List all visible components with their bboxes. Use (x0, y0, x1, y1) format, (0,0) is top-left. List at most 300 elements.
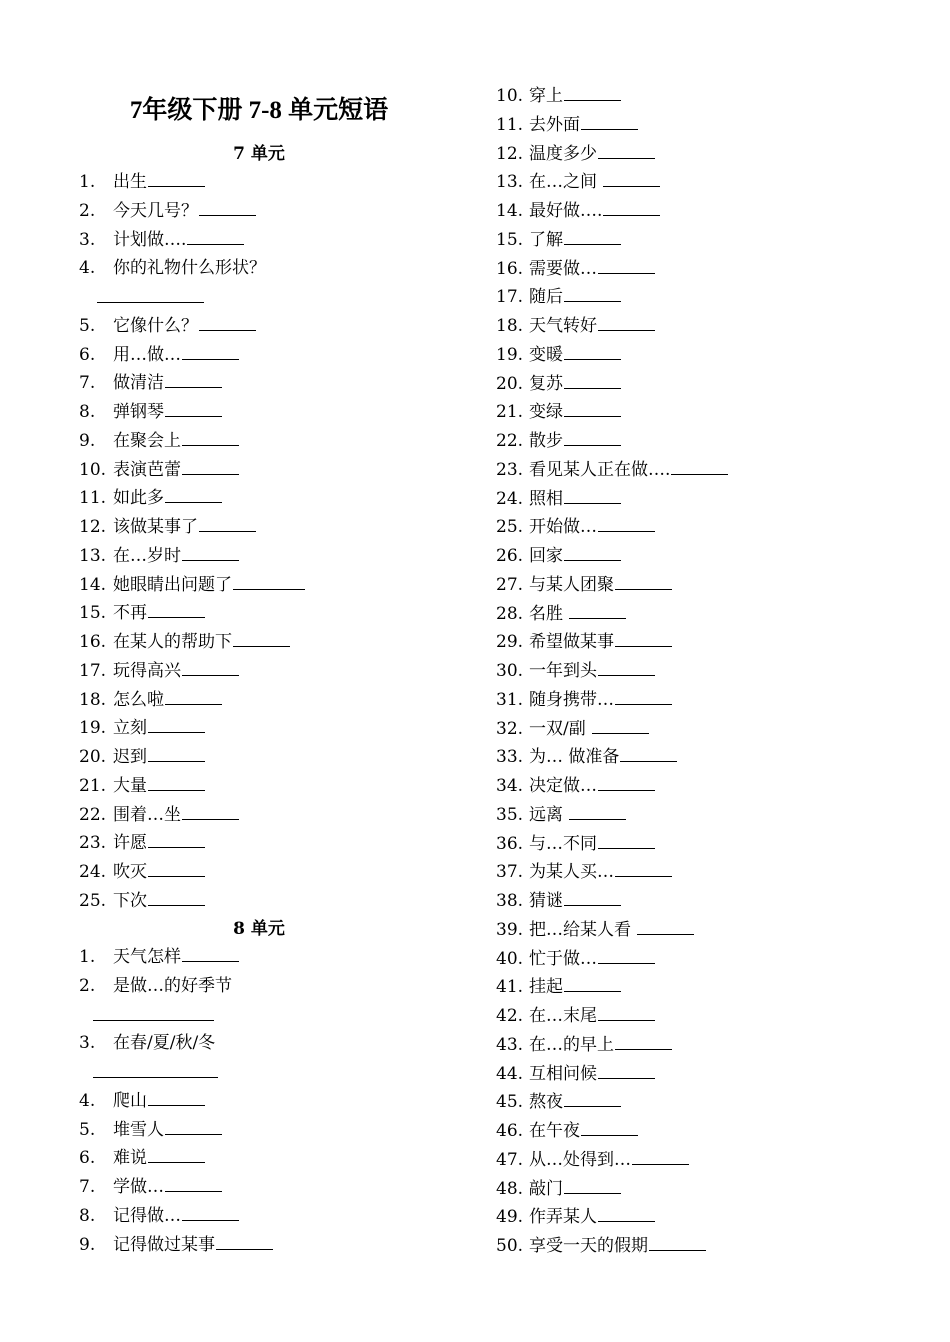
answer-blank[interactable] (148, 858, 205, 877)
list-item (496, 1117, 638, 1146)
answer-blank[interactable] (620, 743, 677, 762)
item-text: 计划做…. (113, 229, 187, 250)
list-item (79, 168, 205, 197)
item-number: 11. (79, 488, 107, 509)
item-number: 45. (496, 1092, 524, 1113)
list-item (496, 772, 655, 801)
item-text: 天气转好 (529, 316, 597, 336)
answer-blank[interactable] (564, 226, 621, 245)
list-item (496, 1175, 621, 1204)
answer-blank[interactable] (615, 1031, 672, 1050)
list-item (79, 456, 239, 485)
list-item (496, 283, 621, 312)
item-text: 在午夜 (529, 1121, 580, 1141)
list-item (496, 312, 655, 341)
answer-blank[interactable] (165, 1173, 222, 1192)
list-item (496, 945, 655, 974)
answer-blank[interactable] (598, 255, 655, 274)
list-item (496, 370, 621, 399)
item-number: 2. (79, 975, 96, 996)
item-number: 3. (79, 229, 96, 250)
item-text: 复苏 (529, 373, 563, 394)
answer-blank[interactable] (165, 1116, 222, 1135)
item-text: 做清洁 (113, 373, 164, 394)
answer-blank[interactable] (637, 916, 694, 935)
list-item (496, 830, 655, 859)
list-item (79, 599, 205, 628)
list-item (496, 571, 672, 600)
list-item (496, 341, 621, 370)
item-text: 变暖 (529, 344, 563, 365)
answer-blank[interactable] (148, 168, 205, 187)
item-text: 散步 (529, 431, 563, 451)
answer-blank[interactable] (148, 714, 205, 733)
item-number: 1. (79, 172, 96, 192)
list-item (496, 628, 672, 657)
list-item (79, 398, 222, 427)
item-number: 34. (496, 776, 524, 796)
answer-blank[interactable] (148, 772, 205, 791)
item-text: 最好做…. (529, 201, 603, 221)
item-text: 难说 (113, 1148, 147, 1169)
list-item (496, 485, 621, 514)
item-number: 49. (496, 1207, 524, 1228)
item-number: 44. (496, 1063, 524, 1084)
item-number: 19. (496, 344, 524, 365)
item-number: 27. (496, 574, 524, 595)
item-text: 在…岁时 (113, 545, 181, 566)
list-item (79, 1202, 239, 1231)
item-text: 一年到头 (529, 661, 597, 681)
list-item (496, 1088, 621, 1117)
item-text: 表演芭蕾 (113, 459, 181, 480)
item-number: 30. (496, 661, 524, 681)
item-number: 50. (496, 1236, 524, 1256)
list-item (79, 1116, 222, 1145)
item-text: 远离 (529, 804, 569, 825)
answer-blank[interactable] (564, 283, 621, 302)
item-text: 如此多 (113, 488, 164, 509)
item-text: 围着…坐 (113, 804, 181, 825)
answer-blank[interactable] (182, 456, 239, 475)
item-number: 8. (79, 402, 96, 422)
item-text: 是做…的好季节 (113, 975, 232, 996)
list-item (496, 916, 694, 945)
item-number: 11. (496, 114, 524, 135)
list-item (79, 1144, 205, 1173)
item-number: 10. (496, 86, 524, 106)
item-number: 18. (496, 316, 524, 336)
answer-blank[interactable] (564, 485, 621, 504)
item-text: 下次 (113, 890, 147, 911)
item-text: 在…之间 (529, 172, 603, 193)
answer-blank[interactable] (564, 341, 621, 360)
item-text: 记得做过某事 (113, 1234, 215, 1255)
list-item (496, 1146, 689, 1175)
item-number: 18. (79, 689, 107, 710)
item-number: 39. (496, 919, 524, 940)
item-number: 17. (79, 660, 107, 681)
item-text: 在聚会上 (113, 430, 181, 451)
list-item (79, 628, 290, 657)
answer-blank[interactable] (615, 686, 672, 705)
item-number: 24. (79, 862, 107, 882)
page-title: 7年级下册 7-8 单元短语 (129, 97, 389, 124)
item-text: 在…的早上 (529, 1034, 614, 1055)
list-item (496, 858, 672, 887)
item-number: 5. (79, 1119, 96, 1140)
item-text: 在春/夏/秋/冬 (113, 1033, 216, 1054)
list-item (79, 887, 205, 916)
list-item (79, 197, 256, 226)
list-item (79, 714, 205, 743)
answer-blank[interactable] (598, 1203, 655, 1222)
item-number: 2. (79, 200, 96, 221)
list-item (496, 197, 660, 226)
answer-blank[interactable] (598, 945, 655, 964)
item-number: 15. (79, 603, 107, 624)
list-item (496, 1232, 706, 1261)
answer-blank[interactable] (199, 197, 256, 216)
item-text: 从…处得到… (529, 1149, 631, 1170)
item-text: 看见某人正在做…. (529, 459, 671, 480)
item-text: 该做某事了 (113, 517, 198, 537)
item-text: 熬夜 (529, 1092, 563, 1113)
answer-blank[interactable] (182, 341, 239, 360)
answer-blank[interactable] (598, 312, 655, 331)
list-item (496, 887, 621, 916)
list-item (496, 801, 626, 830)
list-item (79, 369, 222, 398)
unit8-heading: 8 单元 (233, 919, 285, 939)
item-number: 25. (496, 517, 524, 538)
item-text: 希望做某事 (529, 632, 614, 653)
item-number: 14. (496, 201, 524, 221)
item-number: 36. (496, 833, 524, 854)
item-text: 与某人团聚 (529, 574, 614, 595)
list-item (496, 513, 655, 542)
list-item (496, 1060, 655, 1089)
list-item (496, 82, 621, 111)
answer-blank[interactable] (148, 599, 205, 618)
item-number: 19. (79, 718, 107, 739)
list-item (79, 427, 239, 456)
list-item (79, 943, 239, 972)
answer-blank[interactable] (165, 398, 222, 417)
item-number: 25. (79, 890, 107, 911)
list-item (496, 226, 621, 255)
item-number: 7. (79, 373, 96, 394)
item-text: 享受一天的假期 (529, 1236, 648, 1256)
item-number: 6. (79, 1148, 96, 1169)
item-text: 把…给某人看 (529, 919, 637, 940)
item-text: 在某人的帮助下 (113, 632, 232, 652)
item-number: 16. (496, 258, 524, 279)
item-number: 7. (79, 1177, 96, 1197)
item-number: 13. (496, 172, 524, 193)
item-text: 出生 (113, 172, 147, 192)
item-number: 29. (496, 632, 524, 653)
list-item (496, 427, 621, 456)
answer-blank[interactable] (569, 801, 626, 820)
answer-blank[interactable] (182, 1202, 239, 1221)
answer-blank[interactable] (649, 1232, 706, 1251)
item-number: 24. (496, 488, 524, 509)
item-text: 决定做… (529, 776, 597, 796)
item-text: 为某人买… (529, 862, 614, 883)
item-text: 开始做… (529, 517, 597, 538)
item-text: 它像什么？ (113, 315, 198, 336)
answer-blank[interactable] (581, 111, 638, 130)
answer-blank[interactable] (216, 1231, 273, 1250)
list-item (79, 801, 239, 830)
list-item (79, 254, 266, 283)
answer-blank[interactable] (148, 1144, 205, 1163)
item-text: 学做… (113, 1177, 164, 1197)
item-number: 16. (79, 632, 107, 652)
item-number: 38. (496, 891, 524, 911)
answer-blank[interactable] (598, 830, 655, 849)
answer-blank[interactable] (148, 887, 205, 906)
item-number: 31. (496, 689, 524, 710)
list-item (496, 140, 655, 169)
list-item (79, 1231, 273, 1260)
list-item (79, 542, 239, 571)
item-text: 记得做… (113, 1205, 181, 1226)
item-number: 35. (496, 804, 524, 825)
answer-blank[interactable] (564, 1175, 621, 1194)
item-number: 37. (496, 862, 524, 883)
list-item (79, 858, 205, 887)
answer-blank[interactable] (97, 284, 204, 303)
answer-blank[interactable] (564, 1088, 621, 1107)
item-text: 一双/副 (529, 718, 592, 739)
answer-blank[interactable] (165, 484, 222, 503)
list-item (496, 973, 621, 1002)
answer-blank[interactable] (581, 1117, 638, 1136)
answer-blank[interactable] (148, 829, 205, 848)
answer-blank[interactable] (182, 542, 239, 561)
item-text: 用…做… (113, 344, 181, 365)
item-text: 随后 (529, 287, 563, 308)
item-number: 13. (79, 545, 107, 566)
answer-blank[interactable] (148, 1087, 205, 1106)
item-number: 43. (496, 1034, 524, 1055)
item-text: 怎么啦 (113, 689, 164, 710)
item-number: 14. (79, 574, 107, 595)
list-item (496, 1203, 655, 1232)
item-number: 1. (79, 947, 96, 967)
answer-blank[interactable] (187, 226, 244, 245)
item-text: 爬山 (113, 1090, 147, 1111)
item-text: 吹灭 (113, 862, 147, 882)
list-item (496, 686, 672, 715)
answer-blank[interactable] (671, 456, 728, 475)
item-number: 12. (496, 143, 524, 164)
list-item (79, 657, 239, 686)
list-item (79, 686, 222, 715)
item-number: 33. (496, 747, 524, 768)
item-text: 玩得高兴 (113, 660, 181, 681)
list-item (496, 168, 660, 197)
item-text: 忙于做… (529, 948, 597, 969)
answer-blank[interactable] (598, 140, 655, 159)
item-number: 28. (496, 603, 524, 624)
item-number: 23. (79, 833, 107, 854)
answer-blank[interactable] (165, 686, 222, 705)
item-number: 32. (496, 718, 524, 739)
answer-blank[interactable] (569, 600, 626, 619)
list-item (496, 255, 655, 284)
list-item (496, 111, 638, 140)
answer-blank[interactable] (632, 1146, 689, 1165)
list-item (496, 1002, 655, 1031)
list-item (79, 743, 205, 772)
list-item (79, 1029, 215, 1058)
answer-blank[interactable] (199, 513, 256, 532)
item-text: 作弄某人 (529, 1207, 597, 1228)
list-item (496, 456, 728, 485)
item-text: 在…末尾 (529, 1006, 597, 1026)
item-text: 变绿 (529, 402, 563, 423)
list-item (79, 513, 256, 542)
answer-blank[interactable] (199, 312, 256, 331)
item-number: 6. (79, 344, 96, 365)
answer-blank[interactable] (598, 513, 655, 532)
answer-blank[interactable] (598, 1002, 655, 1021)
list-item (79, 1173, 222, 1202)
answer-blank[interactable] (603, 168, 660, 187)
item-text: 名胜 (529, 603, 569, 624)
item-number: 9. (79, 430, 96, 451)
item-number: 4. (79, 258, 96, 279)
item-text: 随身携带… (529, 689, 614, 710)
item-text: 挂起 (529, 977, 563, 998)
item-number: 48. (496, 1178, 524, 1199)
item-number: 10. (79, 459, 107, 480)
item-text: 你的礼物什么形状？ (113, 258, 266, 279)
item-text: 大量 (113, 775, 147, 796)
item-text: 她眼睛出问题了 (113, 574, 232, 595)
item-text: 今天几号？ (113, 200, 198, 221)
answer-blank[interactable] (564, 427, 621, 446)
answer-blank[interactable] (165, 369, 222, 388)
item-number: 20. (79, 747, 107, 767)
answer-blank[interactable] (615, 858, 672, 877)
answer-blank[interactable] (93, 1059, 218, 1078)
item-text: 不再 (113, 603, 147, 624)
list-item (496, 600, 626, 629)
item-text: 照相 (529, 488, 563, 509)
answer-blank[interactable] (598, 1060, 655, 1079)
answer-blank[interactable] (93, 1002, 214, 1021)
answer-blank[interactable] (598, 772, 655, 791)
item-number: 22. (79, 804, 107, 825)
answer-blank[interactable] (564, 82, 621, 101)
answer-blank[interactable] (564, 398, 621, 417)
list-item (79, 972, 232, 1001)
list-item (496, 542, 621, 571)
answer-blank[interactable] (598, 657, 655, 676)
item-number: 46. (496, 1121, 524, 1141)
answer-blank[interactable] (564, 973, 621, 992)
item-number: 9. (79, 1234, 96, 1255)
list-item (496, 715, 649, 744)
answer-blank[interactable] (615, 571, 672, 590)
list-item (496, 398, 621, 427)
answer-blank[interactable] (182, 801, 239, 820)
item-number: 12. (79, 517, 107, 537)
answer-blank[interactable] (182, 657, 239, 676)
answer-blank[interactable] (182, 427, 239, 446)
answer-blank[interactable] (564, 370, 621, 389)
item-text: 与…不同 (529, 833, 597, 854)
item-text: 堆雪人 (113, 1119, 164, 1140)
item-number: 17. (496, 287, 524, 308)
list-item (496, 743, 677, 772)
answer-blank[interactable] (592, 715, 649, 734)
item-number: 15. (496, 229, 524, 250)
item-number: 47. (496, 1149, 524, 1170)
item-number: 21. (496, 402, 524, 423)
answer-blank[interactable] (233, 628, 290, 647)
list-item (79, 829, 205, 858)
list-item (79, 772, 205, 801)
list-item (496, 657, 655, 686)
item-text: 天气怎样 (113, 947, 181, 967)
list-item (79, 226, 244, 255)
item-number: 41. (496, 977, 524, 998)
list-item (496, 1031, 672, 1060)
item-number: 5. (79, 315, 96, 336)
unit7-heading: 7 单元 (233, 144, 285, 164)
item-text: 为… 做准备 (529, 747, 620, 768)
item-text: 猜谜 (529, 891, 563, 911)
list-item (79, 484, 222, 513)
item-number: 3. (79, 1033, 96, 1054)
item-text: 立刻 (113, 718, 147, 739)
item-number: 42. (496, 1006, 524, 1026)
list-item (79, 341, 239, 370)
item-number: 40. (496, 948, 524, 969)
answer-blank[interactable] (615, 628, 672, 647)
item-text: 穿上 (529, 86, 563, 106)
item-text: 需要做… (529, 258, 597, 279)
list-item (79, 312, 256, 341)
item-text: 温度多少 (529, 143, 597, 164)
answer-blank[interactable] (182, 943, 239, 962)
item-number: 22. (496, 431, 524, 451)
answer-blank[interactable] (603, 197, 660, 216)
item-text: 互相问候 (529, 1063, 597, 1084)
item-text: 了解 (529, 229, 563, 250)
item-text: 弹钢琴 (113, 402, 164, 422)
item-number: 23. (496, 459, 524, 480)
item-text: 去外面 (529, 114, 580, 135)
answer-blank[interactable] (564, 542, 621, 561)
list-item (79, 1087, 205, 1116)
item-number: 4. (79, 1090, 96, 1111)
answer-blank[interactable] (233, 571, 305, 590)
answer-blank[interactable] (148, 743, 205, 762)
answer-blank[interactable] (564, 887, 621, 906)
item-text: 许愿 (113, 833, 147, 854)
item-text: 迟到 (113, 747, 147, 767)
item-number: 20. (496, 373, 524, 394)
item-number: 26. (496, 546, 524, 566)
item-number: 21. (79, 775, 107, 796)
item-text: 回家 (529, 546, 563, 566)
